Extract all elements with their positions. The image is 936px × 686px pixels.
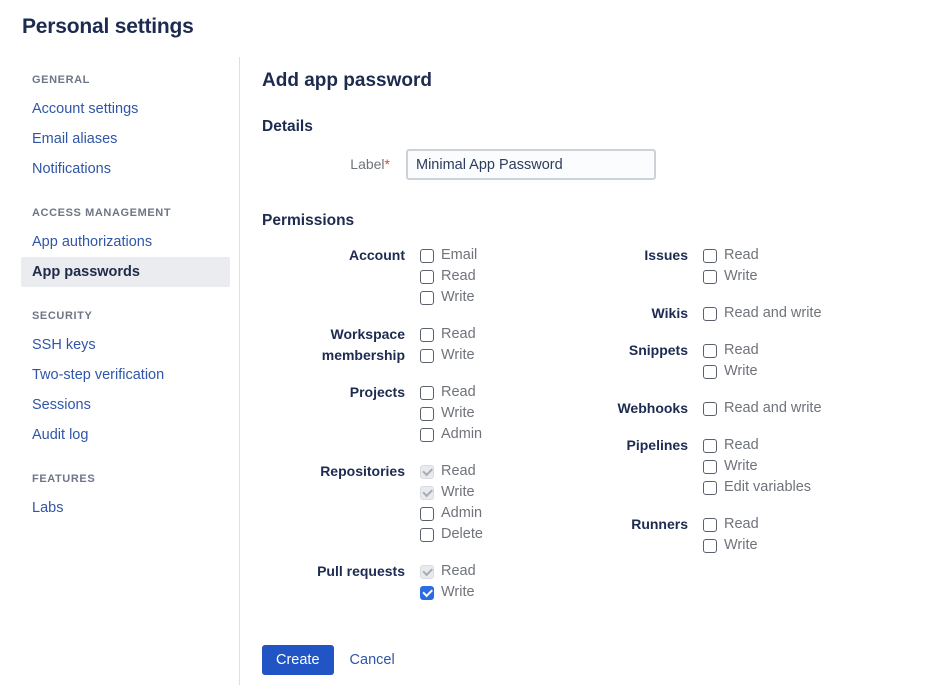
label-form-row: [262, 149, 916, 180]
checkbox-row: [703, 266, 759, 287]
checkbox-row: [420, 561, 476, 582]
checkbox-label: Write: [441, 484, 475, 500]
permission-group-label: Issues: [644, 247, 688, 263]
checkbox-repositories-delete[interactable]: [420, 528, 434, 542]
create-button[interactable]: Create: [262, 645, 334, 675]
sidebar-section-header-features: FEATURES: [32, 473, 96, 485]
checkbox-row: [420, 524, 483, 545]
permission-group-runners: [560, 514, 916, 556]
checkbox-row: [703, 245, 759, 266]
checkbox-row: [420, 382, 482, 403]
permission-group-pipelines: [560, 435, 916, 498]
permission-group-projects: [262, 382, 560, 445]
checkbox-pipelines-read[interactable]: [703, 439, 717, 453]
checkbox-workspace-membership-write[interactable]: [420, 349, 434, 363]
permission-group-snippets: [560, 340, 916, 382]
permission-group-account: [262, 245, 560, 308]
permission-group-label: Wikis: [651, 305, 688, 321]
checkbox-label[interactable]: Read: [441, 384, 476, 400]
checkbox-row: [420, 424, 482, 445]
checkbox-runners-read[interactable]: [703, 518, 717, 532]
checkbox-account-read[interactable]: [420, 270, 434, 284]
checkbox-label: Read: [441, 463, 476, 479]
checkbox-label: Read: [441, 563, 476, 579]
permissions-heading: Permissions: [262, 212, 355, 229]
checkbox-pull-requests-read: [420, 565, 434, 579]
checkbox-issues-write[interactable]: [703, 270, 717, 284]
checkbox-row: [703, 303, 822, 324]
permission-group-label: Workspace membership: [321, 326, 405, 363]
checkbox-label[interactable]: Read and write: [724, 305, 822, 321]
label-field-label-text: Label: [350, 156, 385, 172]
sidebar-section-header-security: SECURITY: [32, 310, 93, 322]
checkbox-repositories-write: [420, 486, 434, 500]
checkbox-row: [420, 324, 476, 345]
checkbox-row: [703, 340, 759, 361]
sidebar-section-header-general: GENERAL: [32, 74, 90, 86]
checkbox-row: [420, 582, 476, 603]
sidebar-section-features: [21, 466, 230, 523]
permission-group-workspace-membership: [262, 324, 560, 366]
checkbox-projects-write[interactable]: [420, 407, 434, 421]
checkbox-repositories-admin[interactable]: [420, 507, 434, 521]
label-field-label: [262, 156, 390, 173]
checkbox-projects-admin[interactable]: [420, 428, 434, 442]
sidebar-item-ssh-keys[interactable]: SSH keys: [32, 337, 96, 353]
checkbox-account-email[interactable]: [420, 249, 434, 263]
permission-group-label: Webhooks: [617, 400, 688, 416]
checkbox-row: [420, 345, 476, 366]
checkbox-label[interactable]: Read: [441, 268, 476, 284]
label-input[interactable]: [406, 149, 656, 180]
sidebar-section-header-access-management: ACCESS MANAGEMENT: [32, 207, 172, 219]
sidebar-item-audit-log[interactable]: Audit log: [32, 427, 89, 443]
cancel-link[interactable]: Cancel: [349, 652, 395, 668]
sidebar-item-two-step-verification[interactable]: Two-step verification: [32, 367, 165, 383]
permission-group-label: Projects: [349, 384, 405, 400]
checkbox-projects-read[interactable]: [420, 386, 434, 400]
checkbox-row: [703, 535, 759, 556]
checkbox-account-write[interactable]: [420, 291, 434, 305]
checkbox-label[interactable]: Write: [441, 347, 475, 363]
checkbox-row: [420, 503, 483, 524]
checkbox-row: [703, 477, 811, 498]
checkbox-label[interactable]: Delete: [441, 526, 483, 542]
checkbox-pull-requests-write[interactable]: [420, 586, 434, 600]
checkbox-issues-read[interactable]: [703, 249, 717, 263]
sidebar-item-notifications[interactable]: Notifications: [32, 161, 111, 177]
sidebar-section-general: [21, 67, 230, 184]
checkbox-snippets-write[interactable]: [703, 365, 717, 379]
sidebar-section-security: [21, 303, 230, 450]
checkbox-row: [420, 245, 477, 266]
layout: [0, 57, 936, 685]
checkbox-workspace-membership-read[interactable]: [420, 328, 434, 342]
checkbox-row: [703, 456, 811, 477]
permission-group-repositories: [262, 461, 560, 545]
permissions-grid: [262, 245, 916, 619]
page-title: Personal settings: [22, 15, 194, 38]
checkbox-row: [420, 482, 483, 503]
sidebar-item-sessions[interactable]: Sessions: [32, 397, 91, 413]
checkbox-label[interactable]: Email: [441, 247, 478, 263]
details-heading: Details: [262, 118, 313, 135]
checkbox-label[interactable]: Write: [441, 289, 475, 305]
checkbox-label[interactable]: Read: [724, 516, 759, 532]
checkbox-pipelines-edit-variables[interactable]: [703, 481, 717, 495]
checkbox-label[interactable]: Write: [724, 458, 758, 474]
sidebar-item-email-aliases[interactable]: Email aliases: [32, 131, 118, 147]
sidebar-section-access-management: [21, 200, 230, 287]
checkbox-label[interactable]: Write: [441, 584, 475, 600]
sidebar-item-account-settings[interactable]: Account settings: [32, 101, 139, 117]
sidebar-item-app-passwords[interactable]: App passwords: [21, 257, 230, 287]
checkbox-snippets-read[interactable]: [703, 344, 717, 358]
permission-group-label: Account: [349, 247, 405, 263]
checkbox-repositories-read: [420, 465, 434, 479]
permission-group-label: Snippets: [628, 342, 688, 358]
checkbox-row: [703, 435, 811, 456]
permission-group-wikis: [560, 303, 916, 324]
permissions-column-right: [560, 245, 916, 572]
checkbox-row: [420, 266, 477, 287]
permission-group-label: Pipelines: [626, 437, 688, 453]
checkbox-webhooks-read-and-write[interactable]: [703, 402, 717, 416]
checkbox-row: [703, 514, 759, 535]
checkbox-label[interactable]: Write: [724, 363, 758, 379]
checkbox-label[interactable]: Write: [441, 405, 475, 421]
permission-group-label: Runners: [631, 516, 688, 532]
form-actions: [262, 645, 916, 675]
permission-group-issues: [560, 245, 916, 287]
checkbox-row: [420, 403, 482, 424]
permission-group-label: Repositories: [320, 463, 405, 479]
permission-group-label: Pull requests: [317, 563, 405, 579]
checkbox-label[interactable]: Read: [724, 437, 759, 453]
checkbox-label[interactable]: Admin: [441, 505, 483, 521]
checkbox-wikis-read-and-write[interactable]: [703, 307, 717, 321]
required-asterisk: *: [384, 156, 390, 172]
checkbox-row: [420, 461, 483, 482]
checkbox-label[interactable]: Edit variables: [724, 479, 812, 495]
sidebar-item-app-authorizations[interactable]: App authorizations: [32, 234, 153, 250]
main-content: [240, 57, 936, 685]
checkbox-label[interactable]: Read: [724, 342, 759, 358]
permission-group-webhooks: [560, 398, 916, 419]
checkbox-label[interactable]: Read: [724, 247, 759, 263]
checkbox-pipelines-write[interactable]: [703, 460, 717, 474]
form-title: Add app password: [262, 70, 432, 91]
checkbox-label[interactable]: Read: [441, 326, 476, 342]
checkbox-label[interactable]: Read and write: [724, 400, 822, 416]
settings-sidebar: [0, 57, 240, 685]
checkbox-label[interactable]: Write: [724, 268, 758, 284]
checkbox-label[interactable]: Admin: [441, 426, 483, 442]
checkbox-row: [703, 361, 759, 382]
checkbox-row: [420, 287, 477, 308]
checkbox-label[interactable]: Write: [724, 537, 758, 553]
checkbox-runners-write[interactable]: [703, 539, 717, 553]
permission-group-pull-requests: [262, 561, 560, 603]
checkbox-row: [703, 398, 822, 419]
sidebar-item-labs[interactable]: Labs: [32, 500, 64, 516]
permissions-column-left: [262, 245, 560, 619]
